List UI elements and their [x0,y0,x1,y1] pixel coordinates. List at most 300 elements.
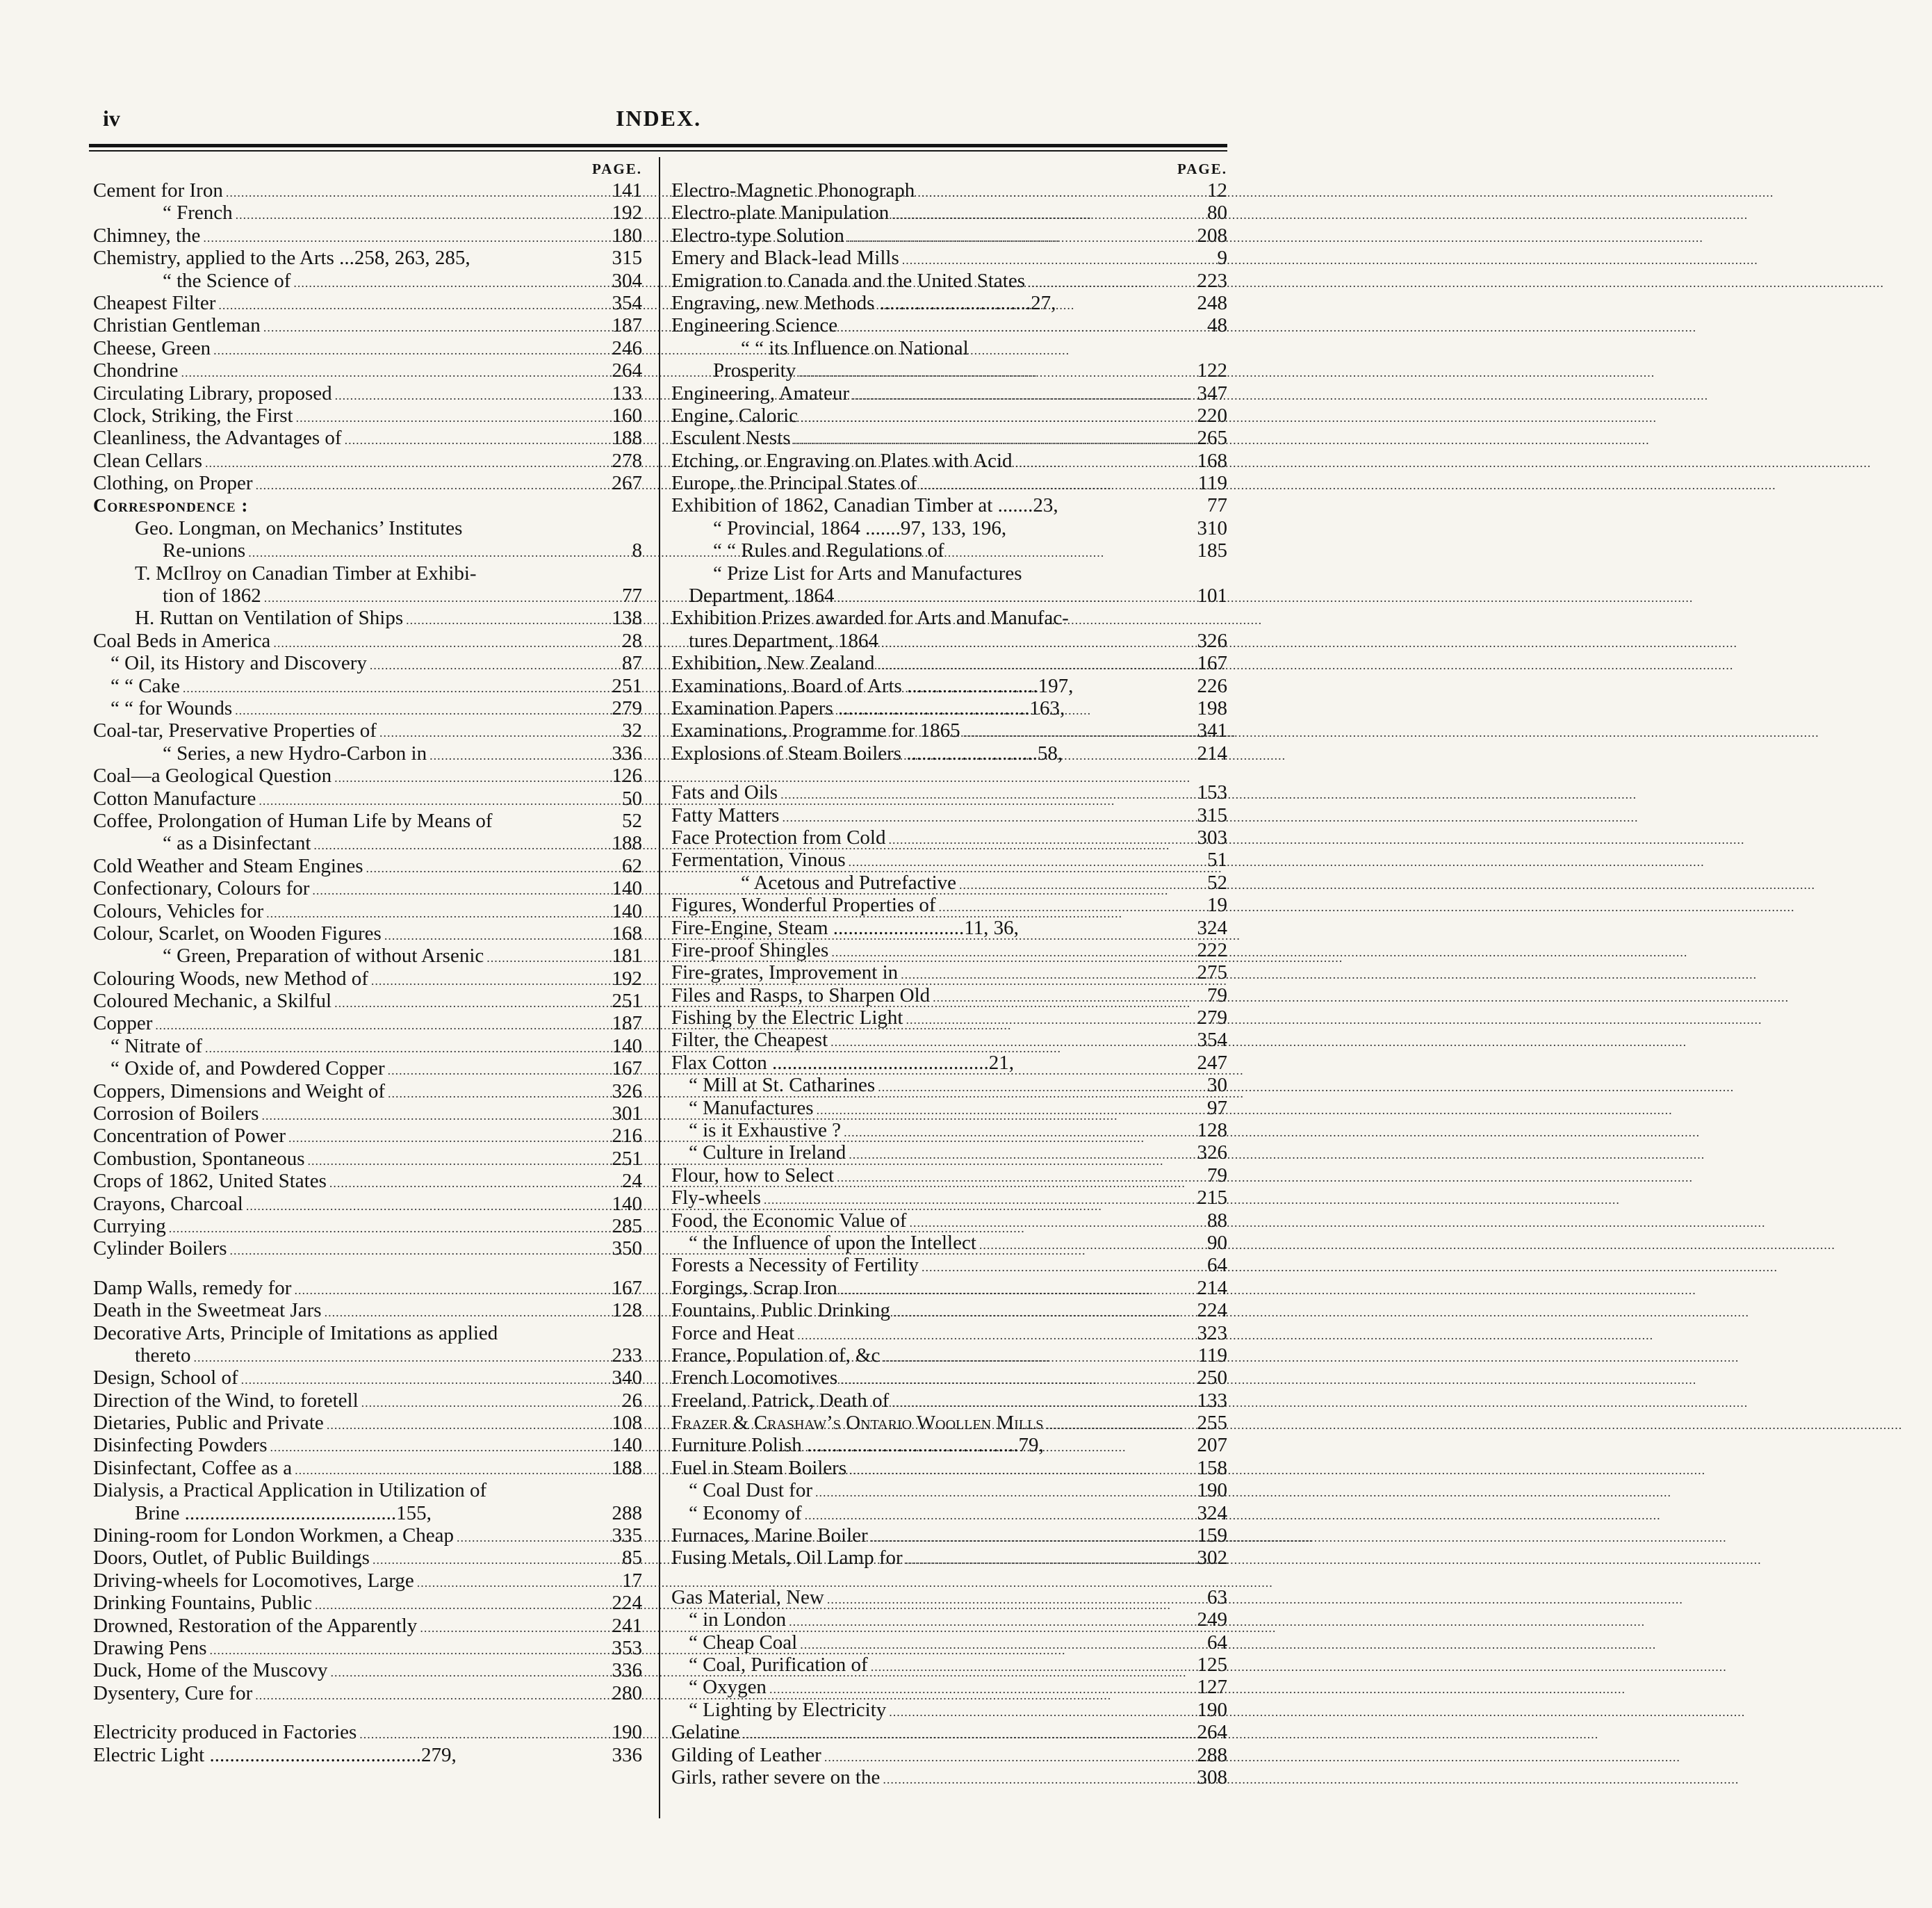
index-entry [93,1457,642,1479]
entry-page-number: 28 [622,629,642,652]
entry-page-number: 30 [1207,1074,1227,1097]
dot-leader [205,452,609,474]
entry-text: “ Nitrate of [110,1034,203,1057]
entry-page-number: 181 [612,945,642,968]
entry-page-number: 251 [612,990,642,1013]
entry-page-number: 192 [612,967,642,990]
entry-page-number: 26 [622,1389,642,1412]
dot-leader [379,721,619,744]
entry-page-number: 326 [612,1079,642,1102]
index-entry [93,225,642,247]
entry-text: Gilding of Leather [671,1743,821,1766]
dot-leader [313,834,609,856]
dot-leader [1015,452,1195,474]
index-entry [671,359,1227,382]
index-entry [93,1299,642,1321]
index-entry [93,1434,642,1456]
index-entry [671,1654,1227,1676]
dot-leader [194,1346,609,1369]
index-entry [671,652,1227,674]
index-entry [93,1057,642,1079]
dot-leader [849,1143,1194,1166]
index-entry [93,1012,642,1034]
entry-text: Emigration to Canada and the United States [671,269,1025,292]
dot-leader [831,941,1194,963]
entry-text: “ Economy of [689,1501,802,1524]
entry-text: Geo. Longman, on Mechanics’ Institutes [135,516,463,539]
entry-text: “ Lighting by Electricity [689,1698,887,1721]
entry-text: Cylinder Boilers [93,1237,227,1260]
dot-leader [155,1014,609,1036]
index-entry [671,539,1227,562]
entry-page-number: 216 [612,1125,642,1148]
dot-leader [345,429,609,451]
entry-page-number: 278 [612,449,642,472]
entry-page-number: 336 [612,1659,642,1682]
entry-page-number: 335 [612,1524,642,1547]
index-entry [93,675,642,697]
entry-page-number: 119 [1197,1344,1227,1367]
entry-page-number: 153 [1197,781,1227,804]
dot-leader [852,384,1194,407]
index-entry [93,292,642,314]
index-entry [93,1035,642,1057]
entry-page-number: 288 [612,1501,642,1524]
dot-leader [840,1279,1195,1301]
dot-leader [888,829,1194,851]
dot-leader [827,1588,1204,1611]
entry-page-number: 224 [1197,1299,1227,1322]
index-entry [671,1164,1227,1187]
entry-page-number: 168 [612,922,642,945]
entry-page-number: 267 [612,472,642,495]
entry-text: Electro-Magnetic Phonograph [671,179,915,202]
index-entry [93,968,642,990]
entry-text: Dysentery, Cure for [93,1681,253,1704]
dot-leader [312,879,609,902]
index-subheading: Correspondence : [93,495,249,516]
dot-leader [963,721,1195,744]
entry-text: Coal Beds in America [93,629,271,652]
index-entry [671,1389,1227,1412]
index-entry [93,652,642,674]
dot-leader [837,587,1194,609]
entry-text: “ Cheap Coal [689,1631,798,1654]
entry-page-number: 141 [612,179,642,202]
index-entry [93,1102,642,1125]
dot-leader [871,1656,1195,1678]
dot-leader [417,1572,619,1594]
entry-text: Cold Weather and Steam Engines [93,854,363,877]
index-entry [671,781,1227,804]
index-entry [93,1389,642,1412]
entry-page-number: 188 [612,1456,642,1479]
entry-text: Cheese, Green [93,336,211,359]
index-entry [93,539,642,562]
entry-text: Chemistry, applied to the Arts ...258, 263, 285, [93,247,470,270]
dot-leader [815,1481,1195,1503]
section-gap [671,1569,1227,1586]
dot-leader [840,316,1204,339]
entry-page-number: 133 [612,382,642,405]
dot-leader [293,272,609,294]
dot-leader [910,1212,1204,1234]
entry-page-number: 341 [1197,719,1227,742]
entry-text: Doors, Outlet, of Public Buildings [93,1547,370,1569]
entry-page-number: 185 [1197,539,1227,562]
entry-page-number: 90 [1207,1231,1227,1254]
entry-page-number: 97 [1207,1096,1227,1119]
dot-leader [308,1150,609,1172]
index-entry [671,1479,1227,1501]
entry-text: Cement for Iron [93,179,223,202]
entry-page-number: 347 [1197,382,1227,405]
dot-leader [920,474,1195,496]
dot-leader [213,339,609,361]
entry-text: Furniture Polish ..........................................79, [671,1434,1044,1457]
dot-leader [893,1301,1195,1323]
entry-text: France, Population of, &c [671,1344,881,1367]
entry-text: Examinations, Programme for 1865 [671,719,960,742]
entry-text: Currying [93,1214,166,1237]
index-entry [93,742,642,765]
index-entry [671,517,1227,539]
index-entry [93,1215,642,1237]
index-entry [93,607,642,629]
index-entry [671,292,1227,314]
entry-text: Fermentation, Vinous [671,849,846,872]
index-entry [93,1344,642,1367]
entry-text: “ Prize List for Arts and Manufactures [713,562,1022,585]
dot-leader [883,1346,1195,1369]
dot-leader [933,986,1204,1009]
entry-text: “ Provincial, 1864 .......97, 133, 196, [713,516,1007,539]
entry-text: French Locomotives [671,1367,838,1389]
entry-page-number: 19 [1207,894,1227,917]
entry-text: Coppers, Dimensions and Weight of [93,1079,386,1102]
index-entry [671,247,1227,269]
entry-page-number: 336 [612,742,642,765]
dot-leader [235,699,609,721]
entry-text: Examination Papers ......................................163, [671,696,1065,719]
entry-page-number: 224 [612,1592,642,1615]
entry-page-number: 122 [1197,359,1227,382]
entry-text: Filter, the Cheapest [671,1029,828,1052]
index-entry [671,719,1227,742]
index-entry [671,1187,1227,1209]
entry-page-number: 160 [612,404,642,427]
dot-leader [218,294,609,316]
dot-leader [939,896,1204,918]
entry-page-number: 140 [612,1192,642,1215]
index-entry [93,719,642,742]
entry-text: Emery and Black-lead Mills [671,247,899,270]
entry-text: Concentration of Power [93,1125,286,1148]
index-entry [671,630,1227,652]
entry-text: tures Department, 1864 [689,629,879,652]
index-entry [93,877,642,899]
index-entry [671,225,1227,247]
index-entry [671,849,1227,871]
dot-leader [183,677,609,699]
index-entry [93,472,642,494]
dot-leader [824,1746,1195,1768]
entry-text: H. Ruttan on Ventilation of Ships [135,607,404,630]
index-entry [671,494,1227,516]
index-entry [671,1608,1227,1631]
entry-text: Dining-room for London Workmen, a Cheap [93,1524,455,1547]
entry-page-number: 48 [1207,314,1227,337]
dot-leader [266,902,609,924]
index-entry [93,1148,642,1170]
entry-page-number: 17 [622,1569,642,1592]
entry-page-number: 138 [612,607,642,630]
entry-text: Damp Walls, remedy for [93,1276,292,1299]
dot-leader [780,783,1194,806]
entry-text: “ “ Rules and Regulations of [713,539,944,562]
entry-page-number: 249 [1197,1608,1227,1631]
entry-page-number: 180 [612,224,642,247]
dot-leader [878,1076,1204,1098]
entry-page-number: 220 [1197,404,1227,427]
entry-text: Duck, Home of the Muscovy [93,1659,328,1682]
index-entry-line [671,337,1227,359]
entry-page-number: 52 [622,809,642,832]
dot-leader [294,1279,609,1301]
entry-text: Dialysis, a Practical Application in Utilization of [93,1479,487,1502]
index-entry [93,179,642,202]
dot-leader [420,1617,609,1639]
entry-page-number: 159 [1197,1524,1227,1547]
dot-leader [1046,1414,1194,1436]
dot-leader [273,632,619,654]
entry-text: Colour, Scarlet, on Wooden Figures [93,922,382,945]
index-entry [93,1682,642,1704]
entry-page-number: 275 [1197,961,1227,984]
index-entry-line [93,1479,642,1501]
entry-page-number: 303 [1197,826,1227,849]
entry-page-number: 301 [612,1102,642,1125]
index-entry [93,1721,642,1743]
dot-leader [371,970,609,992]
entry-text: Exhibition, New Zealand [671,652,875,675]
index-entry-line [93,562,642,585]
entry-text: Electro-plate Manipulation [671,202,890,225]
entry-page-number: 108 [612,1412,642,1435]
index-entry [93,1277,642,1299]
entry-text: Coal—a Geological Question [93,765,332,788]
entry-text: Cotton Manufacture [93,787,256,810]
entry-page-number: 133 [1197,1389,1227,1412]
entry-page-number: 326 [1197,1141,1227,1164]
entry-page-number: 251 [612,1147,642,1170]
entry-text: Electricity produced in Factories [93,1721,357,1744]
entry-text: Drowned, Restoration of the Apparently [93,1614,418,1637]
entry-page-number: 79 [1207,1164,1227,1187]
entry-text: Coffee, Prolongation of Human Life by Means of [93,809,493,832]
entry-page-number: 9 [1217,247,1227,270]
dot-leader [359,1723,609,1745]
index-entry [93,630,642,652]
entry-text: “ French [163,202,233,225]
entry-text: “ Culture in Ireland [689,1141,846,1164]
index-entry [671,1502,1227,1524]
dot-leader [327,1414,609,1436]
entry-text: Frazer & Crashaw’s Ontario Woollen Mills [671,1412,1044,1435]
index-entry [671,917,1227,939]
entry-page-number: 326 [1197,629,1227,652]
entry-page-number: 198 [1197,696,1227,719]
entry-text: Department, 1864 [689,585,835,608]
dot-leader [486,947,609,969]
entry-page-number: 241 [612,1614,642,1637]
dot-leader [877,654,1194,676]
dot-leader [370,654,619,676]
entry-page-number: 223 [1197,269,1227,292]
entry-page-number: 192 [612,202,642,225]
index-entry [93,202,642,224]
index-entry [671,1254,1227,1276]
entry-text: Clothing, on Proper [93,472,253,495]
index-entry [93,247,642,269]
entry-page-number: 158 [1197,1456,1227,1479]
page-column-label: PAGE. [1177,161,1227,177]
dot-leader [917,181,1204,204]
dot-leader [429,744,609,767]
index-entry [93,405,642,427]
index-entry [671,1547,1227,1569]
entry-page-number: 315 [1197,804,1227,826]
dot-leader [259,790,619,812]
dot-leader [849,1459,1194,1481]
index-entry [671,804,1227,826]
entry-page-number: 302 [1197,1547,1227,1569]
entry-text: Etching, or Engraving on Plates with Acid [671,449,1013,472]
dot-leader [844,1121,1194,1143]
dot-leader [334,992,609,1014]
entry-page-number: 246 [612,336,642,359]
index-entry [93,450,642,472]
index-entry [671,1766,1227,1788]
dot-leader [817,1099,1204,1121]
entry-text: Esculent Nests [671,427,791,450]
entry-text: Engraving, new Methods ..............................27, [671,291,1056,314]
index-entry [93,1080,642,1102]
dot-leader [1028,272,1195,294]
dot-leader [181,361,609,384]
entry-page-number: 208 [1197,224,1227,247]
entry-page-number: 255 [1197,1412,1227,1435]
dot-leader [255,1684,609,1706]
index-entry [93,1125,642,1147]
index-entry [93,359,642,382]
dot-leader [959,874,1204,896]
entry-page-number: 140 [612,1034,642,1057]
index-entry [671,1412,1227,1434]
index-entry [671,1299,1227,1321]
entry-page-number: 248 [1197,291,1227,314]
index-entry [671,1074,1227,1096]
index-entry [93,1637,642,1659]
entry-page-number: 308 [1197,1766,1227,1788]
index-entry [671,1322,1227,1344]
entry-text: Crops of 1862, United States [93,1170,327,1193]
index-entry [671,1232,1227,1254]
section-gap [671,765,1227,781]
index-entry [671,427,1227,449]
entry-text: Chondrine [93,359,179,382]
entry-page-number: 288 [1197,1743,1227,1766]
entry-text: Disinfectant, Coffee as a [93,1456,293,1479]
dot-leader [246,1195,609,1217]
entry-page-number: 336 [612,1743,642,1766]
dot-leader [315,1594,609,1616]
index-entry-line [93,1322,642,1344]
dot-leader [837,1166,1204,1189]
entry-page-number: 233 [612,1344,642,1367]
entry-page-number: 64 [1207,1254,1227,1277]
index-entry [93,855,642,877]
dot-leader [230,1239,609,1262]
index-entry [93,788,642,810]
entry-page-number: 24 [622,1170,642,1193]
entry-text: “ “ for Wounds [110,696,233,719]
dot-leader [270,1436,609,1458]
dot-leader [922,1256,1204,1278]
entry-text: Force and Heat [671,1321,795,1344]
dot-leader [742,1723,1194,1745]
entry-text: Disinfecting Powders [93,1434,268,1457]
entry-text: Engineering, Amateur [671,382,850,405]
index-entry [671,742,1227,765]
entry-text: Fusing Metals, Oil Lamp for [671,1547,903,1569]
page-column-label: PAGE. [591,161,642,177]
dot-leader [800,1633,1204,1656]
entry-text: Face Protection from Cold [671,826,886,849]
entry-text: Drinking Fountains, Public [93,1592,312,1615]
entry-page-number: 140 [612,877,642,900]
index-entry [671,450,1227,472]
entry-text: T. McIlroy on Canadian Timber at Exhibi- [135,562,477,585]
section-gap [93,1704,642,1721]
dot-leader [805,1504,1195,1526]
entry-page-number: 279 [612,696,642,719]
entry-page-number: 167 [612,1276,642,1299]
entry-text: Forests a Necessity of Fertility [671,1254,919,1277]
index-entry [93,922,642,945]
index-column-left [93,158,642,1766]
page-number: iv [103,106,120,131]
entry-page-number: 190 [612,1721,642,1744]
dot-leader [871,1526,1195,1549]
dot-leader [241,1369,609,1391]
index-entry [671,1434,1227,1456]
index-entry [93,427,642,449]
entry-text: “ Coal Dust for [689,1479,812,1502]
entry-page-number: 8 [632,539,642,562]
entry-page-number: 167 [1197,652,1227,675]
dot-leader [330,1661,609,1683]
dot-leader [334,767,609,789]
entry-page-number: 128 [612,1299,642,1322]
entry-text: Figures, Wonderful Properties of [671,894,936,917]
entry-page-number: 265 [1197,427,1227,450]
index-entry [671,270,1227,292]
dot-leader [769,1678,1195,1700]
dot-leader [361,1392,619,1414]
entry-page-number: 32 [622,719,642,742]
entry-text: Circulating Library, proposed [93,382,332,405]
